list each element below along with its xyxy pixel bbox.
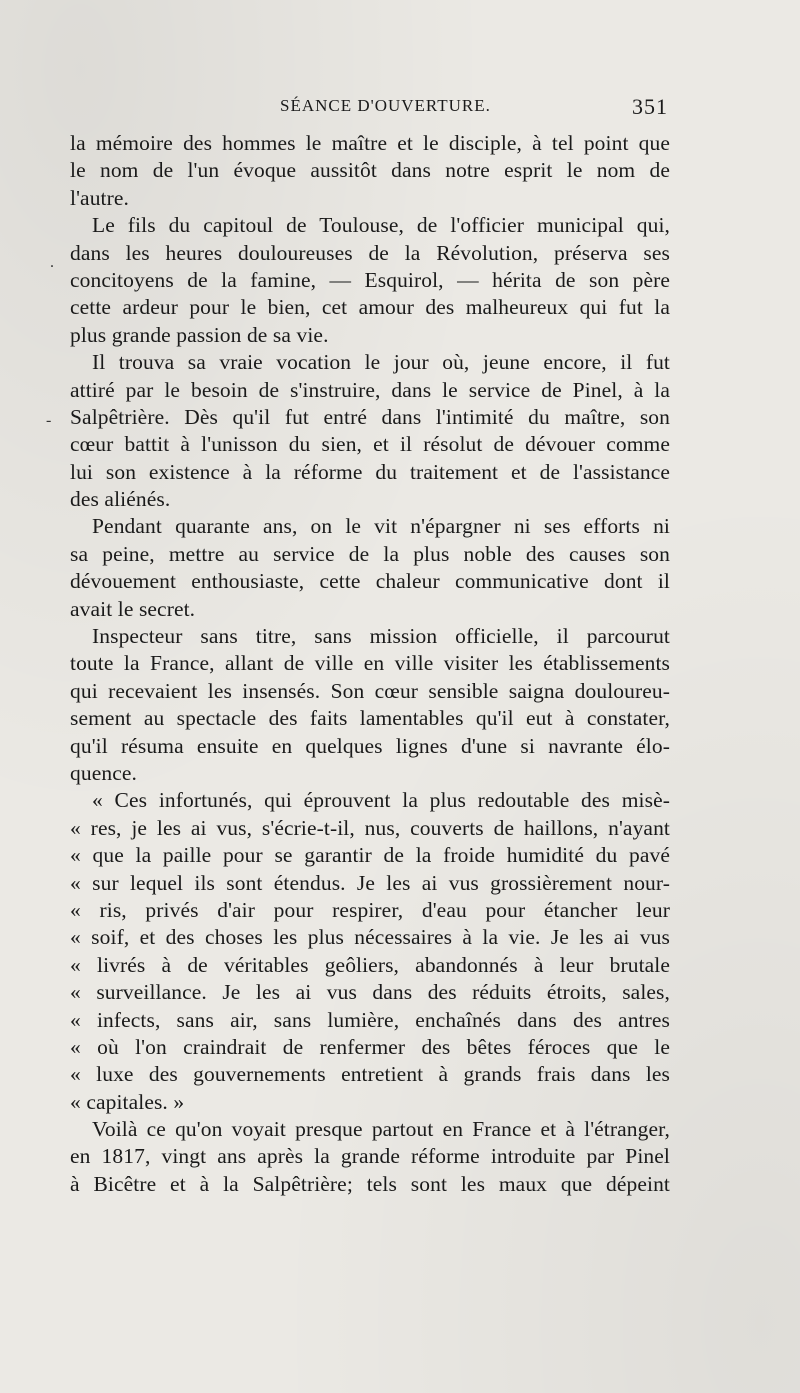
body-text <box>70 130 670 1198</box>
quote-line: « surveillance. Je les ai vus dans des réduits étroits, sales, <box>70 980 670 1005</box>
text-line: concitoyens de la famine, — Esquirol, — hérita de son père <box>70 267 670 292</box>
text-line: qui recevaient les insensés. Son cœur sensible saigna douloureu- <box>70 678 670 703</box>
text-line: l'autre. <box>70 185 129 210</box>
quote-line: « que la paille pour se garantir de la froide humidité du pavé <box>70 843 670 868</box>
text-line: dévouement enthousiaste, cette chaleur communicative dont il <box>70 569 670 594</box>
page-header <box>0 96 800 122</box>
margin-mark: . <box>50 254 54 271</box>
quote-line: « res, je les ai vus, s'écrie-t-il, nus, couverts de haillons, n'ayant <box>70 815 670 840</box>
quote-line: « ris, privés d'air pour respirer, d'eau pour étancher leur <box>70 897 670 922</box>
text-line: quence. <box>70 760 137 785</box>
quote-line: « Ces infortunés, qui éprouvent la plus redoutable des misè- <box>92 788 670 813</box>
text-line: plus grande passion de sa vie. <box>70 322 329 347</box>
running-title: SÉANCE D'OUVERTURE. <box>280 96 491 115</box>
text-line: sement au spectacle des faits lamentables qu'il eut à constater, <box>70 706 670 731</box>
text-line: en 1817, vingt ans après la grande réforme introduite par Pinel <box>70 1144 670 1169</box>
quote-line: « infects, sans air, sans lumière, enchaînés dans des antres <box>70 1007 670 1032</box>
text-line: Pendant quarante ans, on le vit n'épargner ni ses efforts ni <box>92 514 670 539</box>
text-line: à Bicêtre et à la Salpêtrière; tels sont les maux que dépeint <box>70 1171 670 1196</box>
quote-line: « luxe des gouvernements entretient à grands frais dans les <box>70 1062 670 1087</box>
text-line: qu'il résuma ensuite en quelques lignes d'une si navrante élo- <box>70 733 670 758</box>
quote-line: « capitales. » <box>70 1089 185 1114</box>
text-line: Voilà ce qu'on voyait presque partout en France et à l'étranger, <box>92 1117 670 1142</box>
text-line: lui son existence à la réforme du traitement et de l'assistance <box>70 459 670 484</box>
text-line: le nom de l'un évoque aussitôt dans notre esprit le nom de <box>70 158 670 183</box>
text-line: dans les heures douloureuses de la Révolution, préserva ses <box>70 240 670 265</box>
text-line: Il trouva sa vraie vocation le jour où, jeune encore, il fut <box>92 350 670 375</box>
quote-line: « où l'on craindrait de renfermer des bêtes féroces que le <box>70 1034 670 1059</box>
quote-line: « sur lequel ils sont étendus. Je les ai vus grossièrement nour- <box>70 870 670 895</box>
text-line: attiré par le besoin de s'instruire, dans le service de Pinel, à la <box>70 377 670 402</box>
text-line: Le fils du capitoul de Toulouse, de l'officier municipal qui, <box>92 213 670 238</box>
text-line: Salpêtrière. Dès qu'il fut entré dans l'intimité du maître, son <box>70 404 670 429</box>
text-line: Inspecteur sans titre, sans mission officielle, il parcourut <box>92 624 670 649</box>
text-line: avait le secret. <box>70 596 196 621</box>
text-line: sa peine, mettre au service de la plus noble des causes son <box>70 541 670 566</box>
quote-line: « livrés à de véritables geôliers, abandonnés à leur brutale <box>70 952 670 977</box>
text-line: toute la France, allant de ville en ville visiter les établissements <box>70 651 670 676</box>
text-line: cœur battit à l'unisson du sien, et il résolut de dévouer comme <box>70 432 670 457</box>
text-line: cette ardeur pour le bien, cet amour des malheureux qui fut la <box>70 295 670 320</box>
text-line: des aliénés. <box>70 487 171 512</box>
text-line: la mémoire des hommes le maître et le disciple, à tel point que <box>70 131 670 155</box>
margin-mark: - <box>46 412 52 429</box>
page-number: 351 <box>632 94 668 119</box>
quote-line: « soif, et des choses les plus nécessaires à la vie. Je les ai vus <box>70 925 670 950</box>
